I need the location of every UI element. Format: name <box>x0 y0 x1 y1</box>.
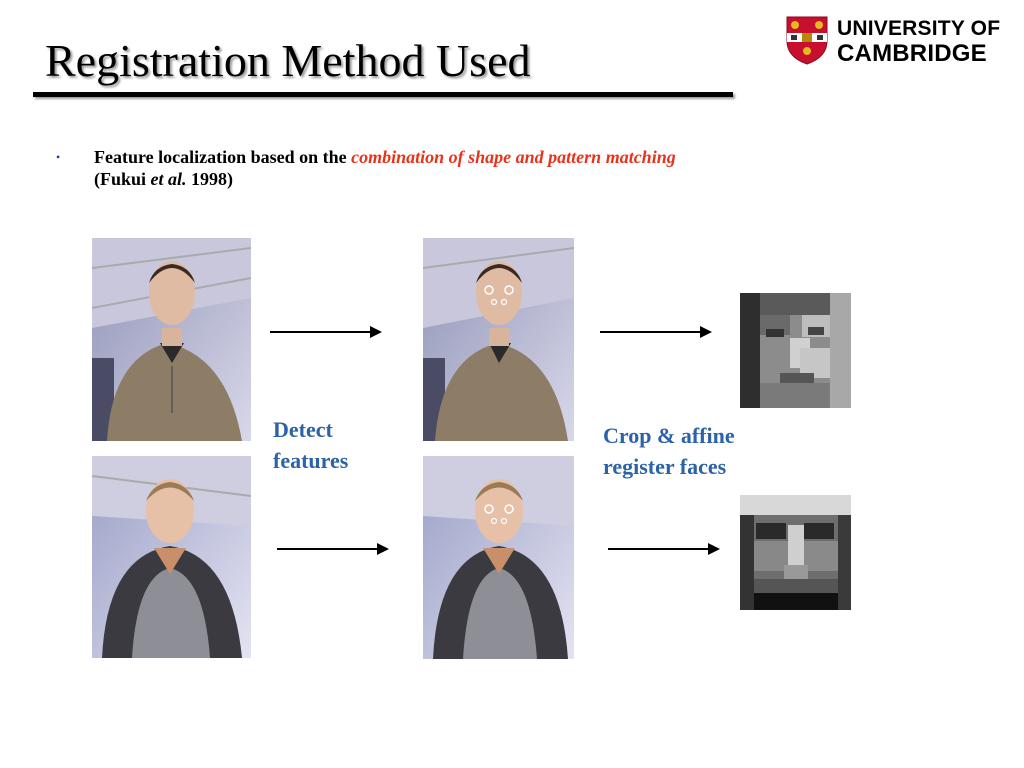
logo-line2: CAMBRIDGE <box>837 40 987 67</box>
arrow-right-icon <box>606 541 722 557</box>
bullet-marker: • <box>56 150 61 164</box>
input-photo-1 <box>92 238 251 441</box>
citation-italic: et al. <box>150 169 187 189</box>
coat-of-arms-icon <box>785 15 829 65</box>
title-underline <box>33 92 733 97</box>
caption-detect-features <box>273 414 348 476</box>
caption-crop-line2: register faces <box>603 454 727 479</box>
citation-close: 1998) <box>186 169 234 189</box>
logo-line1: UNIVERSITY OF <box>837 17 1001 40</box>
caption-detect-line2: features <box>273 448 349 473</box>
detected-photo-2 <box>423 456 574 659</box>
bullet-text-before: Feature localization based on the <box>94 147 352 167</box>
input-photo-2 <box>92 456 251 658</box>
caption-crop-line1: Crop & affine <box>603 423 735 448</box>
caption-detect-line1: Detect <box>273 417 333 442</box>
citation-open: (Fukui <box>94 169 151 189</box>
university-logo <box>785 15 1010 67</box>
registered-face-2 <box>740 495 851 610</box>
slide-title: Registration Method Used <box>45 35 531 86</box>
arrow-right-icon <box>598 324 714 340</box>
bullet-highlight: combination of shape and pattern matching <box>351 147 676 167</box>
caption-crop-register <box>603 420 735 482</box>
bullet-text <box>94 146 874 190</box>
arrow-right-icon <box>268 324 384 340</box>
registered-face-1 <box>740 293 851 408</box>
arrow-right-icon <box>275 541 391 557</box>
detected-photo-1 <box>423 238 574 441</box>
